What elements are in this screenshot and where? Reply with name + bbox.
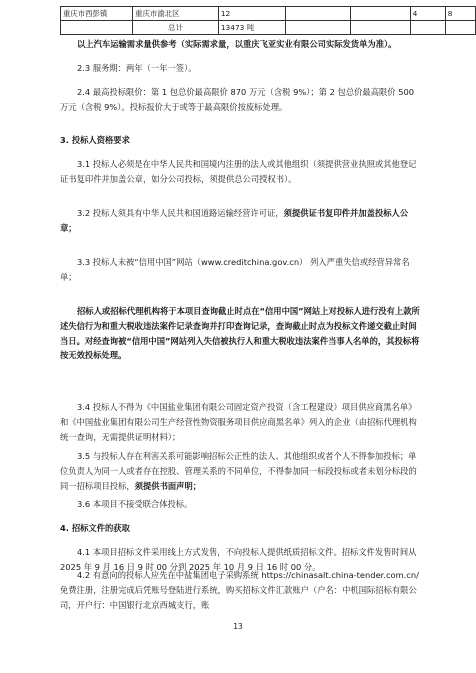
table-cell [61, 21, 133, 35]
requirement-3-5 [60, 449, 422, 493]
table-cell [410, 21, 445, 35]
table-cell: 8 [445, 7, 475, 21]
requirement-3-2-text: 3.2 投标人须具有中华人民共和国道路运输经营许可证， [77, 208, 284, 218]
table-cell: 12 [218, 7, 285, 21]
section-heading-3: 3. 投标人资格要求 [60, 135, 130, 145]
transport-demand-table [60, 6, 476, 35]
table-cell [350, 21, 410, 35]
total-value: 13473 吨 [218, 21, 285, 35]
table-cell [350, 7, 410, 21]
requirement-3-6: 3.6 本项目不接受联合体投标。 [77, 499, 193, 509]
document-sale-4-1: 4.1 本项目招标文件采用线上方式发售，不向投标人提供纸质招标文件。招标文件发售时间从 2025 年 9 月 16 日 9 时 00 分到 2025 年 10 月 9 日 16 时 00 分。 [60, 547, 417, 572]
requirement-3-2-emphasis: 须提供证书复印件并加盖投标人公章； [60, 208, 409, 233]
table-cell: 4 [410, 7, 445, 21]
table-cell: 重庆市西彭镇 [61, 7, 133, 21]
section-heading-4: 4. 招标文件的获取 [60, 523, 130, 533]
page-number: 13 [233, 622, 243, 631]
table-cell [285, 7, 350, 21]
requirement-3-5-emphasis: 须提供书面声明； [134, 480, 202, 491]
requirement-3-5-text: 3.5 与投标人存在利害关系可能影响招标公正性的法人、其他组织或者个人不得参加投标；单位负责人为同一人或者存在控股、管理关系的不同单位，不得参加同一标段投标或者未划分标段的同一招标项目投标， [60, 451, 417, 491]
requirement-3-3: 3.3 投标人未被“信用中国”网站（www.creditchina.gov.cn） 列入严重失信或经营异常名单； [60, 257, 410, 282]
service-period: 2.3 服务期：两年（一年一签）。 [77, 63, 197, 73]
total-label: 总计 [133, 21, 219, 35]
requirement-3-1: 3.1 投标人必须是在中华人民共和国境内注册的法人或其他组织（须提供营业执照或其他登记证书复印件并加盖公章，如分公司投标，须提供总公司授权书）。 [60, 159, 417, 184]
demand-note: 以上汽车运输需求量供参考（实际需求量，以重庆飞亚实业有限公司实际发货单为准）。 [77, 39, 397, 49]
requirement-3-2 [60, 206, 422, 236]
credit-check-note: 招标人或招标代理机构将于本项目查询截止时点在“信用中国”网站上对投标人进行没有上款所述失信行为和重大税收违法案件记录查询并打印查询记录，查询截止时点为投标文件递交截止时间当日。对经查询被“信用中国”网站列入失信被执行人和重大税收违法案件当事人名单的，其投标将按无效投标处理。 [60, 306, 420, 361]
document-purchase-4-2: 4.2 有意向的投标人应先在中盐集团电子采购系统 https://chinasalt.china-tender.com.cn/免费注册，注册完成后凭账号登陆进行系统，购买招标文件汇款账户（户名：中机国际招标有限公司，开户行：中国银行北京西城支行，账 [60, 570, 419, 610]
table-row [61, 7, 476, 21]
table-cell: 重庆市渝北区 [133, 7, 219, 21]
table-cell [445, 21, 475, 35]
price-limit: 2.4 最高投标限价：第 1 包总价最高限价 870 万元（含税 9%）；第 2 包总价最高限价 500 万元（含税 9%）。投标报价大于或等于最高限价按废标处理。 [60, 87, 415, 112]
table-total-row [61, 21, 476, 35]
requirement-3-4: 3.4 投标人不得为《中国盐业集团有限公司固定资产投资（含工程建设）项目供应商黑名单》和《中国盐业集团有限公司生产经营性物资服务项目供应商黑名单》列入的企业（由招标代理机构统一查询，无需提供证明材料）； [60, 402, 417, 442]
table-cell [285, 21, 350, 35]
